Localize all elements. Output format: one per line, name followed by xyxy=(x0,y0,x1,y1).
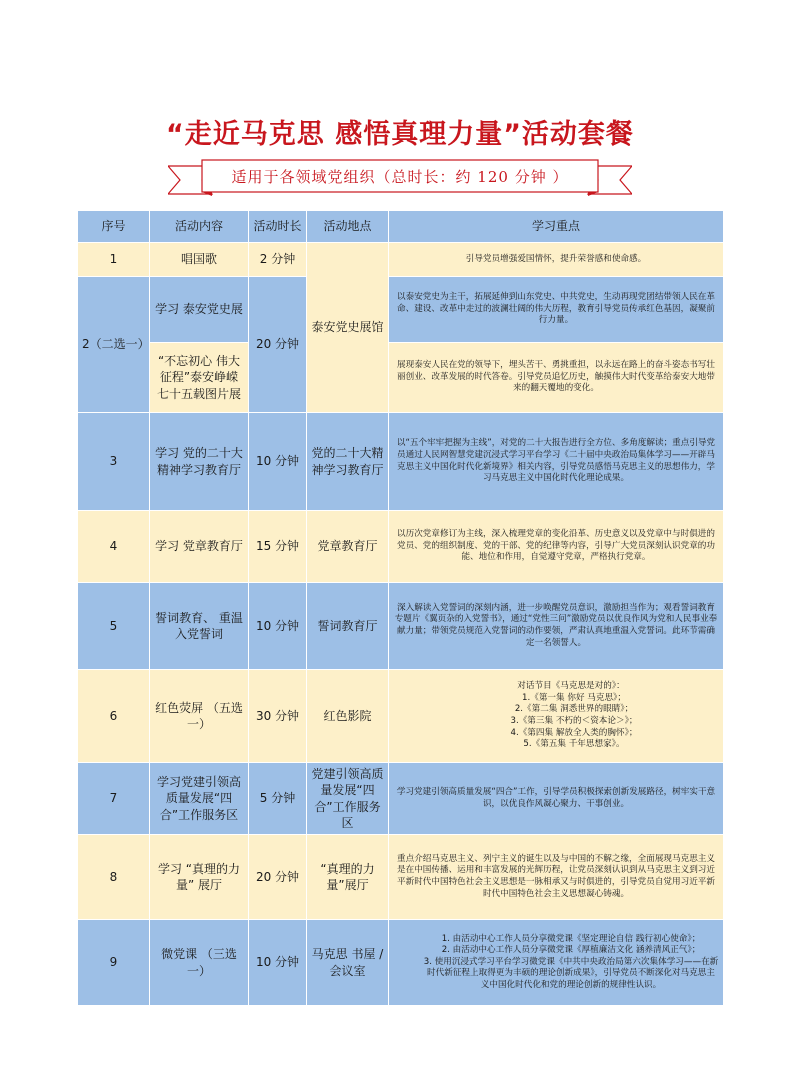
table-row xyxy=(78,583,724,670)
row-duration: 30 分钟 xyxy=(249,670,307,763)
row-no: 9 xyxy=(78,920,150,1006)
header-location: 活动地点 xyxy=(307,211,389,243)
row-content: “不忘初心 伟大征程”泰安峥嵘七十五载图片展 xyxy=(150,343,249,413)
row-duration: 15 分钟 xyxy=(249,511,307,583)
row-location: 泰安党史展馆 xyxy=(307,243,389,413)
focus-list-item: 2.《第二集 洞悉世界的眼睛》； xyxy=(514,704,634,715)
row-location: 党的二十大精神学习教育厅 xyxy=(307,413,389,511)
row-duration: 2 分钟 xyxy=(249,243,307,277)
row-focus: 深入解读入党誓词的深刻内涵，进一步唤醒党员意识，激励担当作为；观看誓词教育专题片《翼页杂的入党誓书》，通过“党性三问”激励党员以优良作风为党和人民事业奉献力量；带领党员规范入党誓词的动作要领，严肃认真地重温入党誓词。此环节需确定一名领誓人。 xyxy=(389,583,724,670)
row-focus: 引导党员增强爱国情怀，提升荣誉感和使命感。 xyxy=(389,243,724,277)
row-content: 学习党建引领高质量发展“四合”工作服务区 xyxy=(150,763,249,835)
row-content: 红色荧屏 （五选一） xyxy=(150,670,249,763)
focus-list-item: 1.《第一集 你好 马克思》； xyxy=(522,692,626,703)
row-no: 7 xyxy=(78,763,150,835)
row-content: 唱国歌 xyxy=(150,243,249,277)
table-row xyxy=(78,835,724,920)
table-header-row xyxy=(78,211,724,243)
row-focus: 重点介绍马克思主义、列宁主义的诞生以及与中国的不解之缘，全面展现马克思主义是在中国传播、运用和丰富发展的光辉历程，让党员深刻认识到从马克思主义到习近平新时代中国特色社会主义思想是一脉相承又与时俱进的，引导党员自觉用习近平新时代中国特色社会主义思想凝心铸魂。 xyxy=(389,835,724,920)
subtitle-ribbon xyxy=(168,158,632,198)
row-duration: 10 分钟 xyxy=(249,583,307,670)
focus-list-item: 3.《第三集 不朽的＜资本论＞》； xyxy=(510,716,638,726)
page-title: “走近马克思 感悟真理力量”活动套餐 xyxy=(166,119,634,150)
row-content: 学习 党的二十大精神学习教育厅 xyxy=(150,413,249,511)
row-no: 4 xyxy=(78,511,150,583)
focus-list-item: 5.《第五集 千年思想家》。 xyxy=(523,739,625,750)
row-no: 3 xyxy=(78,413,150,511)
table-row xyxy=(78,277,724,343)
table-row xyxy=(78,920,724,1006)
row-location: “真理的力量”展厅 xyxy=(307,835,389,920)
row-duration: 10 分钟 xyxy=(249,413,307,511)
table-row xyxy=(78,243,724,277)
row-focus: 以历次党章修订为主线，深入梳理党章的变化沿革、历史意义以及党章中与时俱进的党员、党的组织制度、党的干部、党的纪律等内容，引导广大党员深刻认识党章的功能、地位和作用，自觉遵守党章，严格执行党章。 xyxy=(389,511,724,583)
row-focus xyxy=(389,920,724,1006)
row-duration: 20 分钟 xyxy=(249,277,307,413)
row-no: 1 xyxy=(78,243,150,277)
header-focus: 学习重点 xyxy=(389,211,724,243)
row-location: 党建引领高质量发展“四合”工作服务区 xyxy=(307,763,389,835)
table-row xyxy=(78,763,724,835)
row-content: 学习 “真理的力量” 展厅 xyxy=(150,835,249,920)
row-content: 誓词教育、 重温入党誓词 xyxy=(150,583,249,670)
row-focus: 以泰安党史为主干，拓展延伸到山东党史、中共党史，生动再现党团结带领人民在革命、建设、改革中走过的波澜壮阔的伟大历程，教育引导党员传承红色基因，凝聚前行力量。 xyxy=(389,277,724,343)
row-focus xyxy=(389,670,724,763)
row-focus: 学习党建引领高质量发展“四合”工作，引导学员积极探索创新发展路径，树牢实干意识，以优良作风凝心聚力、干事创业。 xyxy=(389,763,724,835)
row-no: 5 xyxy=(78,583,150,670)
header-no: 序号 xyxy=(78,211,150,243)
row-no: 6 xyxy=(78,670,150,763)
focus-list-item: 4.《第四集 解放全人类的胸怀》； xyxy=(510,727,638,738)
focus-list-item: 2. 由活动中心工作人员分享微党课《厚植廉洁文化 涵养清风正气》； xyxy=(441,945,701,956)
row-location: 马克思 书屋 / 会议室 xyxy=(307,920,389,1006)
header-duration: 活动时长 xyxy=(249,211,307,243)
header-content: 活动内容 xyxy=(150,211,249,243)
table-row xyxy=(78,511,724,583)
focus-list-item: 1. 由活动中心工作人员分享微党课《坚定理论自信 践行初心使命》； xyxy=(441,933,701,944)
row-focus: 展现泰安人民在党的领导下，埋头苦干、勇挑重担，以永远在路上的奋斗姿态书写壮丽创业、改革发展的时代答卷。引导党员追忆历史，触摸伟大时代变革给泰安大地带来的翻天覆地的变化。 xyxy=(389,343,724,413)
focus-list-title: 对话节目《马克思是对的》： xyxy=(517,681,625,692)
row-duration: 20 分钟 xyxy=(249,835,307,920)
row-location: 誓词教育厅 xyxy=(307,583,389,670)
row-location: 红色影院 xyxy=(307,670,389,763)
row-duration: 5 分钟 xyxy=(249,763,307,835)
row-content: 学习 党章教育厅 xyxy=(150,511,249,583)
row-duration: 10 分钟 xyxy=(249,920,307,1006)
row-no: 8 xyxy=(78,835,150,920)
row-content: 微党课 （三选一） xyxy=(150,920,249,1006)
row-no: 2（二选一） xyxy=(78,277,150,413)
row-location: 党章教育厅 xyxy=(307,511,389,583)
table-row xyxy=(78,413,724,511)
subtitle: 适用于各领域党组织（总时长：约 120 分钟 ） xyxy=(231,168,569,186)
focus-list-item: 3. 使用沉浸式学习平台学习微党课《中共中央政治局第六次集体学习——在新时代新征程上取得更为丰硕的理论创新成果》，引导党员不断深化对马克思主义中国化时代化和党的理论创新的规律性认识。 xyxy=(423,956,719,990)
table-row xyxy=(78,670,724,763)
row-focus: 以“五个牢牢把握为主线”，对党的二十大报告进行全方位、多角度解读；重点引导党员通过人民网智慧党建沉浸式学习平台学习《二十届中央政治局集体学习——开辟马克思主义中国化时代化新境界》相关内容，引导党员感悟马克思主义的思想伟力，学习马克思主义中国化时代化理论成果。 xyxy=(389,413,724,511)
activity-table xyxy=(77,210,724,1006)
table-row xyxy=(78,343,724,413)
row-content: 学习 泰安党史展 xyxy=(150,277,249,343)
